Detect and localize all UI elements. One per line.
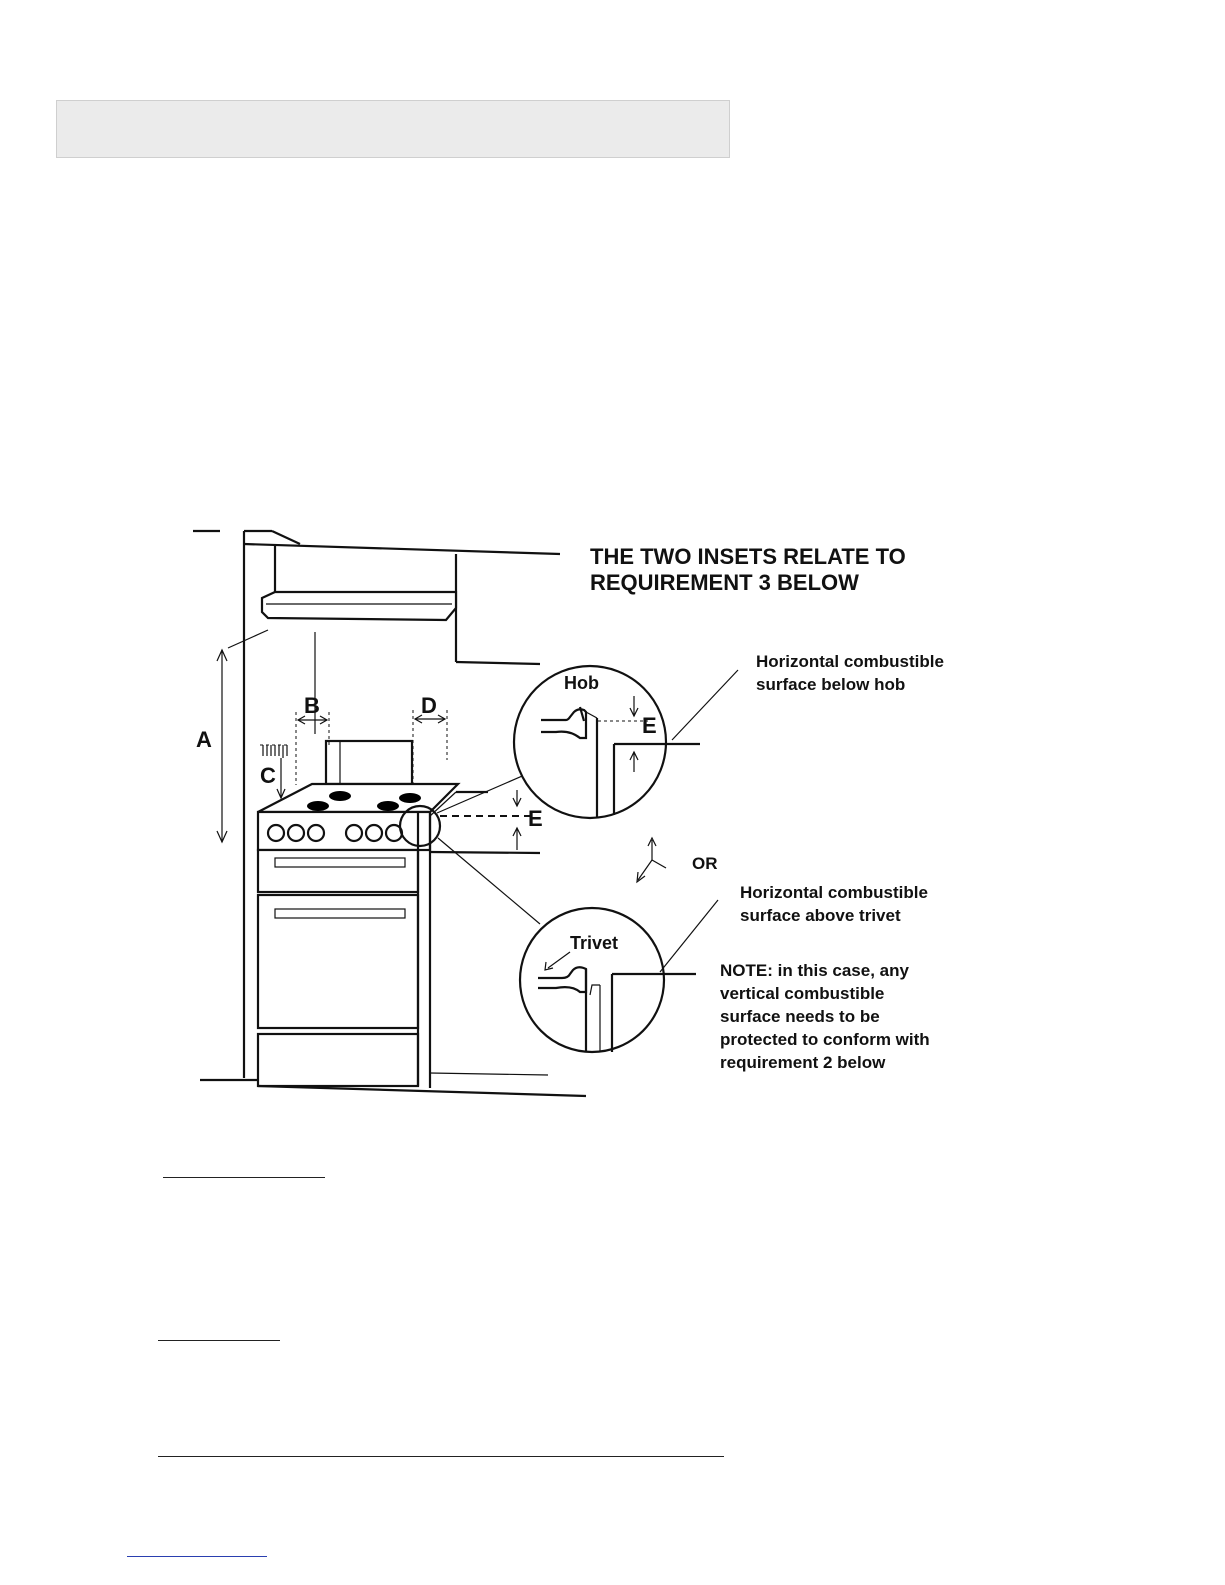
inset-trivet xyxy=(520,900,718,1052)
insets-note-line-2: REQUIREMENT 3 BELOW xyxy=(590,570,859,595)
surface-below-hob-line-1: Horizontal combustible xyxy=(756,652,944,671)
inset-hob xyxy=(514,666,738,818)
heading-underline-2 xyxy=(158,1340,280,1341)
or-label: OR xyxy=(692,854,718,873)
surface-above-trivet-line-2: surface above trivet xyxy=(740,906,901,925)
dimension-b-label: B xyxy=(304,693,320,718)
dimension-d-label: D xyxy=(421,693,437,718)
note-line-4: protected to conform with xyxy=(720,1030,930,1049)
surface-above-trivet-line-1: Horizontal combustible xyxy=(740,883,928,902)
hob-label: Hob xyxy=(564,673,599,693)
dimension-a-label: A xyxy=(196,727,212,752)
note-line-5: requirement 2 below xyxy=(720,1053,886,1072)
heading-underline-1 xyxy=(163,1177,325,1178)
dimension-e-label: E xyxy=(528,806,543,831)
trivet-label: Trivet xyxy=(570,933,619,953)
link-underline[interactable] xyxy=(127,1556,267,1557)
note-line-3: surface needs to be xyxy=(720,1007,880,1026)
or-connector xyxy=(637,838,666,882)
benchtop xyxy=(430,792,540,853)
heading-underline-3 xyxy=(158,1456,724,1457)
insets-note-line-1: THE TWO INSETS RELATE TO xyxy=(590,544,906,569)
inset-dimension-e-label: E xyxy=(642,713,657,738)
dimension-e xyxy=(513,790,521,850)
range-hood xyxy=(228,544,560,664)
dimension-d xyxy=(413,710,447,784)
dimension-b xyxy=(296,712,329,785)
surface-below-hob-line-2: surface below hob xyxy=(756,675,906,694)
dimension-c-label: C xyxy=(260,763,276,788)
note-line-1: NOTE: in this case, any xyxy=(720,961,909,980)
note-line-2: vertical combustible xyxy=(720,984,885,1003)
